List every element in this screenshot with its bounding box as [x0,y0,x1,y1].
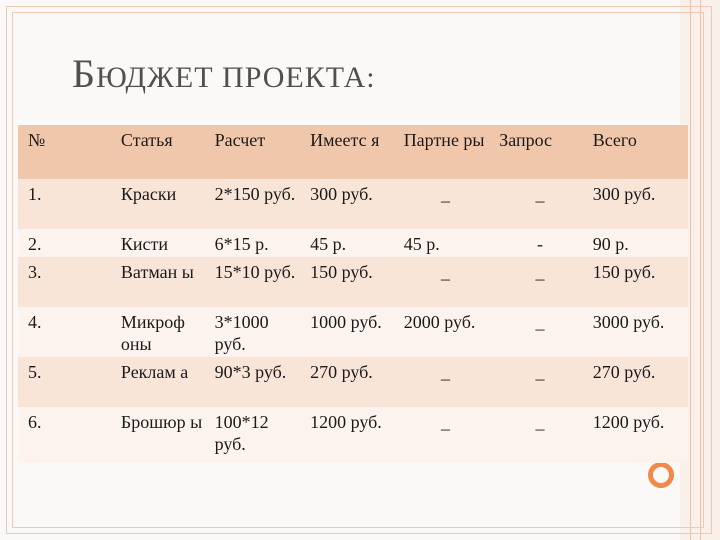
table-row [18,307,688,357]
table-header-row [18,125,688,179]
table-cell: Микроф оны [115,307,209,357]
table-cell: _ [398,357,494,407]
table-cell: 4. [18,307,115,357]
table-cell: Реклам а [115,357,209,407]
table-cell: _ [493,307,587,357]
table-cell: Краски [115,179,209,229]
table-cell: 150 руб. [587,257,688,307]
table-cell: 6. [18,407,115,463]
table-row [18,257,688,307]
table-cell: 270 руб. [587,357,688,407]
table-cell: _ [493,357,587,407]
table-cell: Брошюр ы [115,407,209,463]
header-cell: Партне ры [398,125,494,179]
table-cell: 1. [18,179,115,229]
table-cell: 270 руб. [304,357,398,407]
header-cell: Статья [115,125,209,179]
table-cell: 300 руб. [587,179,688,229]
table-cell: 6*15 р. [209,229,305,257]
table-cell: 15*10 руб. [209,257,305,307]
table-cell: _ [398,179,494,229]
table-row [18,179,688,229]
table-cell: 2*150 руб. [209,179,305,229]
table-cell: _ [493,179,587,229]
table-row [18,229,688,257]
title-first-letter: Б [72,51,96,96]
table-cell: 3*1000 руб. [209,307,305,357]
table-cell: 3000 руб. [587,307,688,357]
header-cell: Имеетс я [304,125,398,179]
table-cell: - [493,229,587,257]
table-cell: 1200 руб. [304,407,398,463]
table-cell: 45 р. [398,229,494,257]
table-cell: 3. [18,257,115,307]
table-row [18,407,688,463]
table-cell: 90*3 руб. [209,357,305,407]
table-cell: 100*12 руб. [209,407,305,463]
table-cell: 2000 руб. [398,307,494,357]
table-cell: Ватман ы [115,257,209,307]
table-cell: 1000 руб. [304,307,398,357]
header-cell: Всего [587,125,688,179]
header-cell: Расчет [209,125,305,179]
budget-table [18,125,688,463]
table-cell: _ [493,257,587,307]
table-cell: 45 р. [304,229,398,257]
ring-icon [648,462,674,488]
table-cell: 5. [18,357,115,407]
table-cell: _ [398,407,494,463]
table-cell: 150 руб. [304,257,398,307]
page-title [72,50,376,97]
title-rest: ЮДЖЕТ ПРОЕКТА: [95,61,376,94]
table-cell: _ [398,257,494,307]
table-cell: 1200 руб. [587,407,688,463]
header-cell: Запрос [493,125,587,179]
table-cell: 300 руб. [304,179,398,229]
header-cell: № [18,125,115,179]
table-cell: 2. [18,229,115,257]
table-cell: _ [493,407,587,463]
table-cell: Кисти [115,229,209,257]
table-row [18,357,688,407]
table-cell: 90 р. [587,229,688,257]
